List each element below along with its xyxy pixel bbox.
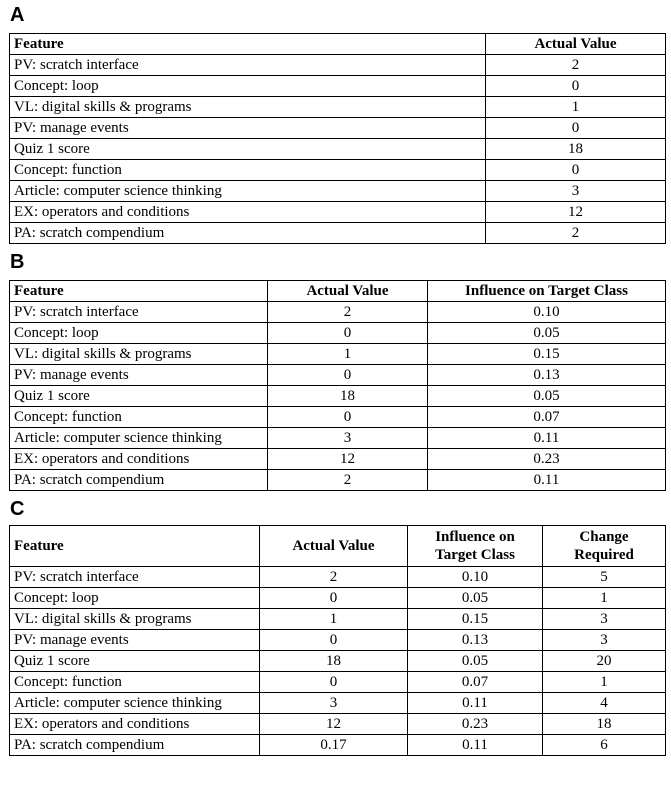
table-c-cell-value: 1 (543, 588, 666, 609)
table-c-cell-value: 4 (543, 693, 666, 714)
table-b-row (10, 449, 666, 470)
table-c-cell-value: 0.11 (408, 735, 543, 756)
table-b-cell-feature: Article: computer science thinking (10, 428, 268, 449)
table-c-header-feature: Feature (10, 526, 260, 567)
table-a-header-row (10, 34, 666, 55)
panel-label-b: B (10, 251, 25, 273)
table-b-row (10, 365, 666, 386)
table-c-header-change-required-text: Change Required (574, 529, 634, 563)
table-c-cell-value: 3 (543, 609, 666, 630)
table-c-row (10, 651, 666, 672)
table-a-row (10, 55, 666, 76)
table-a-row (10, 97, 666, 118)
table-b-cell-feature: Concept: function (10, 407, 268, 428)
table-b-cell-value: 2 (268, 470, 428, 491)
table-c-cell-value: 18 (543, 714, 666, 735)
table-b-cell-value: 0.11 (428, 428, 666, 449)
table-a-row (10, 181, 666, 202)
table-c-header-influence-text: Influence on Target Class (435, 529, 515, 563)
table-b-cell-value: 18 (268, 386, 428, 407)
table-c-cell-value: 0.15 (408, 609, 543, 630)
table-c-cell-value: 20 (543, 651, 666, 672)
table-a-cell-feature: PV: scratch interface (10, 55, 486, 76)
table-b (9, 280, 666, 491)
table-c-cell-value: 2 (260, 567, 408, 588)
table-c-row (10, 588, 666, 609)
table-a-row (10, 202, 666, 223)
table-a-header-feature: Feature (10, 34, 486, 55)
table-a-cell-value: 18 (486, 139, 666, 160)
table-c-row (10, 567, 666, 588)
table-c-cell-feature: PV: manage events (10, 630, 260, 651)
table-c-header-row (10, 526, 666, 567)
table-b-row (10, 302, 666, 323)
table-a-cell-feature: PV: manage events (10, 118, 486, 139)
table-a-cell-feature: EX: operators and conditions (10, 202, 486, 223)
table-b-cell-value: 0.23 (428, 449, 666, 470)
table-a-cell-feature: Article: computer science thinking (10, 181, 486, 202)
table-a-cell-feature: VL: digital skills & programs (10, 97, 486, 118)
table-a-cell-value: 0 (486, 76, 666, 97)
table-b-cell-value: 0.10 (428, 302, 666, 323)
table-a-cell-value: 0 (486, 160, 666, 181)
table-c-cell-feature: Concept: function (10, 672, 260, 693)
table-b-cell-value: 0.11 (428, 470, 666, 491)
table-a-cell-value: 2 (486, 55, 666, 76)
table-c-cell-value: 3 (260, 693, 408, 714)
table-c-cell-value: 1 (543, 672, 666, 693)
table-c-cell-value: 1 (260, 609, 408, 630)
table-a-cell-feature: PA: scratch compendium (10, 223, 486, 244)
table-c-header-actual-value: Actual Value (260, 526, 408, 567)
table-a-cell-value: 3 (486, 181, 666, 202)
table-b-cell-value: 0.05 (428, 323, 666, 344)
table-b-header-feature: Feature (10, 281, 268, 302)
table-a-cell-feature: Quiz 1 score (10, 139, 486, 160)
table-c-cell-feature: Quiz 1 score (10, 651, 260, 672)
table-b-cell-value: 0 (268, 323, 428, 344)
table-b-row (10, 344, 666, 365)
table-c-row (10, 693, 666, 714)
table-a-row (10, 118, 666, 139)
table-b-row (10, 407, 666, 428)
table-c-row (10, 672, 666, 693)
table-c-cell-feature: EX: operators and conditions (10, 714, 260, 735)
table-a-cell-feature: Concept: function (10, 160, 486, 181)
table-c-cell-value: 0.05 (408, 651, 543, 672)
table-b-cell-value: 1 (268, 344, 428, 365)
table-c-cell-value: 0 (260, 588, 408, 609)
table-b-cell-feature: PA: scratch compendium (10, 470, 268, 491)
table-c-cell-feature: VL: digital skills & programs (10, 609, 260, 630)
table-b-cell-value: 0 (268, 365, 428, 386)
table-c-cell-feature: Concept: loop (10, 588, 260, 609)
table-b-cell-feature: PV: manage events (10, 365, 268, 386)
panel-label-a: A (10, 4, 25, 26)
table-c-row (10, 735, 666, 756)
table-a-cell-value: 12 (486, 202, 666, 223)
table-b-row (10, 470, 666, 491)
table-c-cell-feature: PA: scratch compendium (10, 735, 260, 756)
table-c-cell-value: 18 (260, 651, 408, 672)
table-b-header-influence: Influence on Target Class (428, 281, 666, 302)
table-b-cell-feature: EX: operators and conditions (10, 449, 268, 470)
table-b-cell-value: 12 (268, 449, 428, 470)
table-b-cell-value: 2 (268, 302, 428, 323)
table-c-cell-value: 0.10 (408, 567, 543, 588)
table-b-row (10, 428, 666, 449)
table-b-cell-feature: VL: digital skills & programs (10, 344, 268, 365)
table-b-cell-value: 0.15 (428, 344, 666, 365)
table-c-header-influence (408, 526, 543, 567)
table-b-cell-value: 0.13 (428, 365, 666, 386)
table-c (9, 525, 666, 756)
table-c-row (10, 714, 666, 735)
table-b-cell-value: 0 (268, 407, 428, 428)
table-a-row (10, 139, 666, 160)
table-c-row (10, 609, 666, 630)
table-a (9, 33, 666, 244)
table-a-row (10, 160, 666, 181)
table-c-cell-feature: PV: scratch interface (10, 567, 260, 588)
panel-label-c: C (10, 498, 25, 520)
table-c-cell-value: 0 (260, 672, 408, 693)
table-c-cell-value: 0.13 (408, 630, 543, 651)
table-b-cell-value: 3 (268, 428, 428, 449)
table-a-cell-value: 2 (486, 223, 666, 244)
table-a-cell-feature: Concept: loop (10, 76, 486, 97)
table-c-cell-value: 0 (260, 630, 408, 651)
table-b-cell-value: 0.05 (428, 386, 666, 407)
table-c-cell-value: 0.11 (408, 693, 543, 714)
table-c-cell-value: 0.17 (260, 735, 408, 756)
table-c-header-change-required (543, 526, 666, 567)
table-b-cell-feature: Concept: loop (10, 323, 268, 344)
table-c-cell-value: 12 (260, 714, 408, 735)
table-b-row (10, 323, 666, 344)
table-b-cell-feature: PV: scratch interface (10, 302, 268, 323)
table-c-cell-value: 0.23 (408, 714, 543, 735)
table-a-row (10, 76, 666, 97)
table-b-header-row (10, 281, 666, 302)
table-a-cell-value: 0 (486, 118, 666, 139)
table-a-header-actual-value: Actual Value (486, 34, 666, 55)
table-c-cell-value: 3 (543, 630, 666, 651)
table-c-cell-value: 5 (543, 567, 666, 588)
table-c-cell-feature: Article: computer science thinking (10, 693, 260, 714)
table-b-cell-value: 0.07 (428, 407, 666, 428)
table-b-cell-feature: Quiz 1 score (10, 386, 268, 407)
table-c-cell-value: 0.05 (408, 588, 543, 609)
table-c-row (10, 630, 666, 651)
table-a-row (10, 223, 666, 244)
table-b-row (10, 386, 666, 407)
table-b-header-actual-value: Actual Value (268, 281, 428, 302)
table-a-cell-value: 1 (486, 97, 666, 118)
table-c-cell-value: 6 (543, 735, 666, 756)
table-c-cell-value: 0.07 (408, 672, 543, 693)
